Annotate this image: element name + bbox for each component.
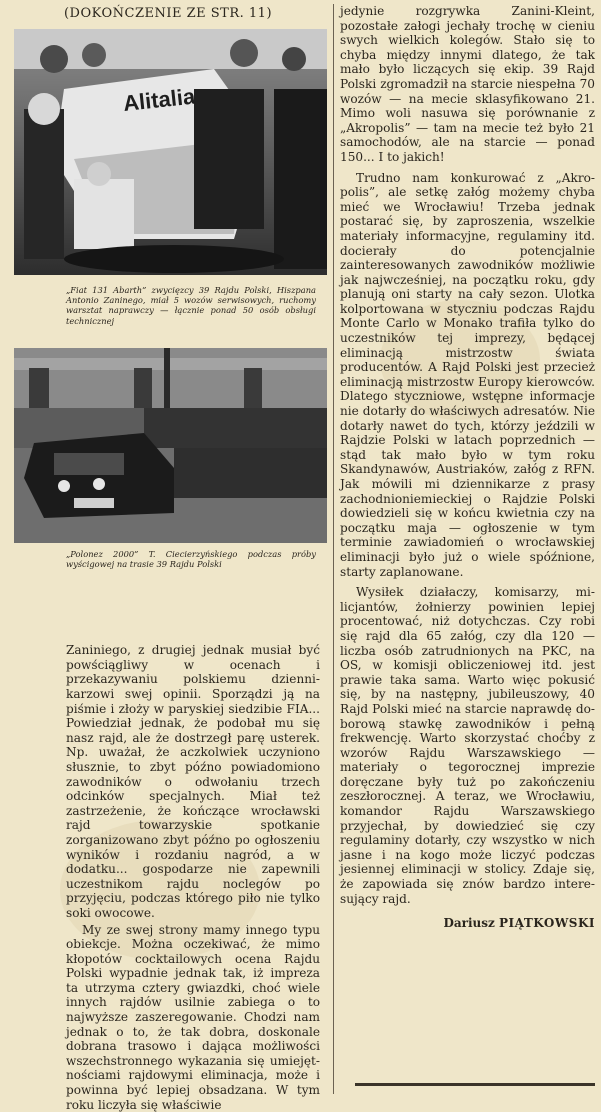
photo-caption: „Fiat 131 Abarth” zwycięzcy 39 Rajdu Polski, Hiszpana Antonio Zaninego, miał 5 wozów serwisowych, ruchomy warsztat naprawczy — łącznie ponad 50 osób obsługi technicznej [66,285,316,326]
article-paragraph: jedynie rozgrywka Zanini-Kleint, pozostałe załogi jechały trochę w cieniu swych wielkich kolegów. Stało się to chyba między innymi dlatego, że tak mało było liczących się ekip. 39 Rajd Polski zgromadził na starcie niespełna 70 wozów — na mecie sklasyfikowano 21. Mimo woli nasuwa się porównanie z „Akropolis” — tam na mecie też było 21 samochodów, ale na starcie — ponad 150... I to jakich! [340,4,595,165]
article-paragraph: Zaniniego, z drugiej jednak musiał być powściągliwy w ocenach i przekazywaniu polskiemu dziennikarzowi swej opinii. Sporządzi ją na piśmie i złoży w paryskiej siedzibie FIA... Powiedział jednak, że podobał mu się nasz rajd, ale że dostrzegł parę usterek. Np. uważał, że aczkolwiek uczyniono słusznie, to zbyt późno powiadomiono zawodników o odwołaniu trzech odcinków specjalnych. Miał też zastrzeżenie, że kończące wrocławski rajd towarzyskie spotkanie zorganizowano zbyt późno po ogłoszeniu wyników i rozdaniu nagród, a w dodatku... gospodarze nie zapewnili uczestnikom rajdu noclegów po przyjęciu, podczas którego piło nie tylko soki owocowe. [66,643,320,920]
article-paragraph: Wysiłek działaczy, komisarzy, milicjantów, żołnierzy powinien lepiej procentować, niż dotychczas. Czy robi się rajd dla 65 załóg, czy dla 120 — liczba osób zatrudnionych na PKC, na OS, w komisji obliczeniowej itd. jest prawie taka sama. Warto więc pokusić się, by na następny, jubileuszowy, 40 Rajd Polski mieć na starcie naprawdę doborową stawkę zawodników i pełną frekwencję. Warto skorzystać choćby z wzorów Rajdu Warszawskiego — materiały o tegorocznej imprezie doręczane były tuż po zakończeniu zeszłorocznej. A teraz, we Wrocławiu, komandor Rajdu Warszawskiego przyjechał, by dowiedzieć się czy regulaminy dotarły, czy wszystko w nich jasne i na kogo może liczyć podczas jesiennej eliminacji w stolicy. Zdaje się, że zapowiada się znów bardzo interesujący rajd. [340,585,595,906]
article-paragraph: Trudno nam konkurować z „Akropolis”, ale setkę załóg możemy chyba mieć we Wrocławiu! Trzeba jednak postarać się, by zaproszenia, wszelkie materiały informacyjne, regulaminy itd. docierały do potencjalnie zainteresowanych zawodników możliwie jak najwcześniej, na początku roku, gdy planują oni starty na cały sezon. Ulotka kolportowana w styczniu podczas Rajdu Monte Carlo w Monako trafiła tylko do uczestników tej imprezy, będącej eliminacją mistrzostw świata producentów. A Rajd Polski jest przecież eliminacją mistrzostw Europy kierowców. Dlatego styczniowe, wstępne informacje nie dotarły do właściwych adresatów. Nie dotarły nawet do tych, którzy jeździli w Rajdzie Polski w latach poprzednich — stąd tak mało było w tym roku Skandynawów, Austriaków, załóg z RFN. Jak mówili mi dziennikarze z prasy zachodnioniemieckiej o Rajdzie Polski dowiedzieli się w końcu kwietnia czy na początku maja — ogłoszenie w tym terminie zawiadomień o wrocławskiej eliminacji było już o wiele spóźnione, starty zaplanowane. [340,171,595,580]
right-column [340,0,595,930]
alitalia-banner: Alitalia [122,83,197,115]
photo-polonez-2000 [14,348,327,543]
author-last-name: PIĄTKOWSKI [499,916,595,930]
left-column [8,0,328,1112]
continuation-header: (DOKOŃCZENIE ZE STR. 11) [8,6,328,21]
article-paragraph: My ze swej strony mamy innego typu obiekcje. Można oczekiwać, że mimo kłopotów cocktailowych ocena Rajdu Polski wypadnie jednak tak, iż impreza ta utrzyma cztery gwiazdki, choć wiele innych rajdów usilnie zabiega o to najwyższe zaszeregowanie. Chodzi nam jednak o to, że tak dobra, doskonale dobrana trasowo i dająca możliwości wszechstronnego wykazania się umiejętnościami rajdowymi eliminacja, może i powinna być lepiej obsadzana. W tym roku liczyła się właściwie [66,923,320,1112]
article-body-right [340,4,595,906]
photo-fiat-131-abarth [14,29,327,275]
author-first-name: Dariusz [443,916,494,930]
author-byline [340,916,595,930]
photo-caption: „Polonez 2000” T. Ciecierzyńskiego podczas próby wyścigowej na trasie 39 Rajdu Polski [66,549,316,569]
article-body-left [66,643,320,1112]
column-divider [333,4,334,1094]
bottom-rule [355,1083,595,1086]
